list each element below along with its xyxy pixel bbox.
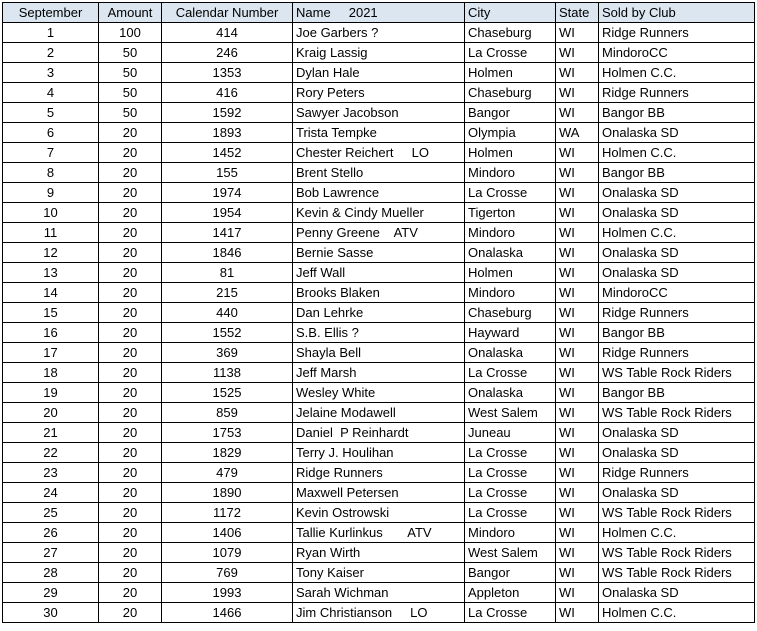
cell-day: 10 [3, 203, 99, 223]
cell-calendar-number: 1890 [162, 483, 293, 503]
cell-amount: 20 [99, 463, 162, 483]
cell-calendar-number: 246 [162, 43, 293, 63]
cell-calendar-number: 369 [162, 343, 293, 363]
cell-state: WI [556, 523, 599, 543]
cell-state: WI [556, 263, 599, 283]
table-header [3, 3, 755, 23]
cell-name: Dan Lehrke [293, 303, 465, 323]
cell-city: Holmen [465, 143, 556, 163]
cell-amount: 20 [99, 403, 162, 423]
cell-club: Bangor BB [599, 383, 755, 403]
table-body [3, 23, 755, 623]
table-row [3, 463, 755, 483]
cell-name: Ridge Runners [293, 463, 465, 483]
table-row [3, 143, 755, 163]
cell-name: Kraig Lassig [293, 43, 465, 63]
cell-amount: 20 [99, 383, 162, 403]
table-row [3, 603, 755, 623]
cell-calendar-number: 479 [162, 463, 293, 483]
cell-state: WI [556, 443, 599, 463]
cell-club: WS Table Rock Riders [599, 503, 755, 523]
cell-name: Sawyer Jacobson [293, 103, 465, 123]
cell-calendar-number: 1592 [162, 103, 293, 123]
cell-state: WI [556, 563, 599, 583]
cell-city: La Crosse [465, 463, 556, 483]
cell-day: 28 [3, 563, 99, 583]
cell-city: Mindoro [465, 523, 556, 543]
header-amount: Amount [99, 3, 162, 23]
cell-name: Tallie Kurlinkus ATV [293, 523, 465, 543]
cell-calendar-number: 416 [162, 83, 293, 103]
cell-state: WI [556, 83, 599, 103]
cell-day: 24 [3, 483, 99, 503]
cell-city: Chaseburg [465, 23, 556, 43]
cell-day: 2 [3, 43, 99, 63]
cell-state: WI [556, 243, 599, 263]
cell-day: 9 [3, 183, 99, 203]
cell-day: 14 [3, 283, 99, 303]
cell-state: WI [556, 483, 599, 503]
cell-calendar-number: 1353 [162, 63, 293, 83]
header-name: Name 2021 [293, 3, 465, 23]
cell-calendar-number: 1753 [162, 423, 293, 443]
cell-day: 18 [3, 363, 99, 383]
cell-amount: 20 [99, 183, 162, 203]
cell-name: Jeff Wall [293, 263, 465, 283]
cell-name: Wesley White [293, 383, 465, 403]
cell-club: WS Table Rock Riders [599, 543, 755, 563]
cell-city: Chaseburg [465, 303, 556, 323]
cell-amount: 20 [99, 243, 162, 263]
cell-day: 29 [3, 583, 99, 603]
cell-day: 23 [3, 463, 99, 483]
table-row [3, 503, 755, 523]
cell-day: 25 [3, 503, 99, 523]
cell-state: WI [556, 383, 599, 403]
cell-calendar-number: 1893 [162, 123, 293, 143]
cell-club: Onalaska SD [599, 183, 755, 203]
cell-club: Onalaska SD [599, 123, 755, 143]
table-row [3, 23, 755, 43]
cell-calendar-number: 1138 [162, 363, 293, 383]
cell-amount: 20 [99, 563, 162, 583]
cell-city: La Crosse [465, 443, 556, 463]
cell-club: Ridge Runners [599, 343, 755, 363]
cell-calendar-number: 769 [162, 563, 293, 583]
cell-day: 13 [3, 263, 99, 283]
cell-name: Maxwell Petersen [293, 483, 465, 503]
cell-calendar-number: 1993 [162, 583, 293, 603]
cell-city: West Salem [465, 543, 556, 563]
cell-state: WI [556, 503, 599, 523]
cell-amount: 20 [99, 543, 162, 563]
cell-name: Terry J. Houlihan [293, 443, 465, 463]
cell-club: Holmen C.C. [599, 523, 755, 543]
cell-state: WI [556, 203, 599, 223]
cell-name: Shayla Bell [293, 343, 465, 363]
cell-day: 8 [3, 163, 99, 183]
table-row [3, 243, 755, 263]
cell-club: WS Table Rock Riders [599, 363, 755, 383]
cell-city: La Crosse [465, 43, 556, 63]
cell-city: Mindoro [465, 283, 556, 303]
cell-day: 26 [3, 523, 99, 543]
cell-calendar-number: 1846 [162, 243, 293, 263]
cell-amount: 20 [99, 283, 162, 303]
cell-club: Bangor BB [599, 163, 755, 183]
calendar-winners-table [2, 2, 755, 623]
cell-club: Onalaska SD [599, 583, 755, 603]
table-row [3, 483, 755, 503]
cell-club: Ridge Runners [599, 83, 755, 103]
cell-amount: 20 [99, 603, 162, 623]
cell-calendar-number: 1974 [162, 183, 293, 203]
cell-amount: 20 [99, 203, 162, 223]
cell-city: Onalaska [465, 383, 556, 403]
cell-amount: 20 [99, 143, 162, 163]
cell-name: Trista Tempke [293, 123, 465, 143]
cell-name: Brent Stello [293, 163, 465, 183]
cell-city: La Crosse [465, 363, 556, 383]
table-row [3, 563, 755, 583]
cell-state: WI [556, 303, 599, 323]
cell-amount: 50 [99, 83, 162, 103]
cell-amount: 20 [99, 303, 162, 323]
cell-club: Ridge Runners [599, 23, 755, 43]
cell-calendar-number: 859 [162, 403, 293, 423]
cell-day: 19 [3, 383, 99, 403]
cell-day: 15 [3, 303, 99, 323]
cell-amount: 20 [99, 423, 162, 443]
cell-calendar-number: 1525 [162, 383, 293, 403]
cell-calendar-number: 1452 [162, 143, 293, 163]
cell-club: MindoroCC [599, 283, 755, 303]
table-row [3, 583, 755, 603]
cell-calendar-number: 414 [162, 23, 293, 43]
cell-amount: 20 [99, 443, 162, 463]
cell-amount: 20 [99, 163, 162, 183]
cell-city: Juneau [465, 423, 556, 443]
table-row [3, 343, 755, 363]
cell-club: Onalaska SD [599, 243, 755, 263]
cell-calendar-number: 81 [162, 263, 293, 283]
cell-day: 3 [3, 63, 99, 83]
cell-city: Chaseburg [465, 83, 556, 103]
cell-state: WI [556, 583, 599, 603]
cell-state: WI [556, 143, 599, 163]
cell-city: West Salem [465, 403, 556, 423]
header-club: Sold by Club [599, 3, 755, 23]
cell-day: 16 [3, 323, 99, 343]
cell-club: Onalaska SD [599, 483, 755, 503]
cell-name: Jeff Marsh [293, 363, 465, 383]
cell-day: 4 [3, 83, 99, 103]
cell-city: Mindoro [465, 223, 556, 243]
cell-city: Tigerton [465, 203, 556, 223]
cell-amount: 20 [99, 123, 162, 143]
table-row [3, 203, 755, 223]
header-calendar-number: Calendar Number [162, 3, 293, 23]
table-row [3, 223, 755, 243]
cell-calendar-number: 155 [162, 163, 293, 183]
cell-calendar-number: 1079 [162, 543, 293, 563]
table-row [3, 43, 755, 63]
cell-club: Bangor BB [599, 103, 755, 123]
cell-day: 27 [3, 543, 99, 563]
cell-city: Onalaska [465, 343, 556, 363]
cell-club: WS Table Rock Riders [599, 403, 755, 423]
table-row [3, 283, 755, 303]
cell-day: 5 [3, 103, 99, 123]
cell-state: WI [556, 103, 599, 123]
cell-amount: 20 [99, 523, 162, 543]
cell-amount: 20 [99, 223, 162, 243]
cell-state: WI [556, 283, 599, 303]
table-row [3, 103, 755, 123]
cell-club: Holmen C.C. [599, 63, 755, 83]
cell-city: Hayward [465, 323, 556, 343]
cell-day: 21 [3, 423, 99, 443]
cell-name: Rory Peters [293, 83, 465, 103]
cell-state: WI [556, 403, 599, 423]
table-row [3, 63, 755, 83]
cell-name: Jim Christianson LO [293, 603, 465, 623]
cell-name: Kevin Ostrowski [293, 503, 465, 523]
cell-name: Ryan Wirth [293, 543, 465, 563]
cell-name: Tony Kaiser [293, 563, 465, 583]
cell-club: Onalaska SD [599, 263, 755, 283]
cell-day: 20 [3, 403, 99, 423]
cell-amount: 20 [99, 323, 162, 343]
cell-day: 30 [3, 603, 99, 623]
cell-club: Onalaska SD [599, 203, 755, 223]
cell-day: 6 [3, 123, 99, 143]
cell-city: Onalaska [465, 243, 556, 263]
cell-city: La Crosse [465, 183, 556, 203]
table-row [3, 303, 755, 323]
cell-city: La Crosse [465, 503, 556, 523]
cell-day: 22 [3, 443, 99, 463]
cell-name: Bob Lawrence [293, 183, 465, 203]
cell-club: MindoroCC [599, 43, 755, 63]
cell-calendar-number: 440 [162, 303, 293, 323]
cell-name: Joe Garbers ? [293, 23, 465, 43]
cell-day: 7 [3, 143, 99, 163]
cell-state: WI [556, 543, 599, 563]
cell-city: Bangor [465, 563, 556, 583]
cell-state: WI [556, 63, 599, 83]
cell-amount: 50 [99, 103, 162, 123]
cell-name: Dylan Hale [293, 63, 465, 83]
table-row [3, 403, 755, 423]
table-row [3, 543, 755, 563]
cell-club: WS Table Rock Riders [599, 563, 755, 583]
header-row [3, 3, 755, 23]
cell-state: WI [556, 43, 599, 63]
cell-name: Chester Reichert LO [293, 143, 465, 163]
cell-amount: 50 [99, 63, 162, 83]
cell-amount: 20 [99, 483, 162, 503]
cell-city: Holmen [465, 263, 556, 283]
cell-amount: 20 [99, 583, 162, 603]
cell-amount: 20 [99, 343, 162, 363]
cell-amount: 20 [99, 363, 162, 383]
cell-name: Penny Greene ATV [293, 223, 465, 243]
cell-city: Appleton [465, 583, 556, 603]
header-state: State [556, 3, 599, 23]
cell-calendar-number: 1417 [162, 223, 293, 243]
cell-calendar-number: 1172 [162, 503, 293, 523]
cell-state: WI [556, 343, 599, 363]
table-row [3, 183, 755, 203]
cell-amount: 20 [99, 503, 162, 523]
cell-state: WI [556, 163, 599, 183]
cell-name: Sarah Wichman [293, 583, 465, 603]
table-row [3, 443, 755, 463]
cell-city: Olympia [465, 123, 556, 143]
header-september: September [3, 3, 99, 23]
cell-state: WI [556, 363, 599, 383]
table-row [3, 383, 755, 403]
table-row [3, 263, 755, 283]
cell-calendar-number: 1954 [162, 203, 293, 223]
cell-club: Holmen C.C. [599, 143, 755, 163]
cell-calendar-number: 1552 [162, 323, 293, 343]
cell-state: WI [556, 603, 599, 623]
table-row [3, 523, 755, 543]
cell-name: Daniel P Reinhardt [293, 423, 465, 443]
cell-day: 1 [3, 23, 99, 43]
cell-calendar-number: 1466 [162, 603, 293, 623]
cell-state: WA [556, 123, 599, 143]
cell-name: Jelaine Modawell [293, 403, 465, 423]
cell-name: S.B. Ellis ? [293, 323, 465, 343]
cell-amount: 20 [99, 263, 162, 283]
cell-state: WI [556, 183, 599, 203]
cell-day: 11 [3, 223, 99, 243]
cell-calendar-number: 1829 [162, 443, 293, 463]
cell-club: Ridge Runners [599, 463, 755, 483]
cell-calendar-number: 215 [162, 283, 293, 303]
cell-club: Onalaska SD [599, 423, 755, 443]
table-row [3, 83, 755, 103]
cell-calendar-number: 1406 [162, 523, 293, 543]
cell-club: Onalaska SD [599, 443, 755, 463]
cell-club: Bangor BB [599, 323, 755, 343]
table-row [3, 163, 755, 183]
cell-state: WI [556, 223, 599, 243]
table-row [3, 363, 755, 383]
cell-club: Holmen C.C. [599, 603, 755, 623]
cell-city: La Crosse [465, 483, 556, 503]
cell-state: WI [556, 23, 599, 43]
cell-day: 12 [3, 243, 99, 263]
table-row [3, 123, 755, 143]
cell-club: Holmen C.C. [599, 223, 755, 243]
cell-name: Bernie Sasse [293, 243, 465, 263]
cell-state: WI [556, 423, 599, 443]
cell-amount: 50 [99, 43, 162, 63]
table-row [3, 323, 755, 343]
cell-club: Ridge Runners [599, 303, 755, 323]
cell-city: Bangor [465, 103, 556, 123]
cell-name: Kevin & Cindy Mueller [293, 203, 465, 223]
cell-state: WI [556, 323, 599, 343]
cell-day: 17 [3, 343, 99, 363]
cell-city: La Crosse [465, 603, 556, 623]
header-city: City [465, 3, 556, 23]
cell-state: WI [556, 463, 599, 483]
cell-name: Brooks Blaken [293, 283, 465, 303]
cell-city: Mindoro [465, 163, 556, 183]
cell-city: Holmen [465, 63, 556, 83]
table-row [3, 423, 755, 443]
cell-amount: 100 [99, 23, 162, 43]
